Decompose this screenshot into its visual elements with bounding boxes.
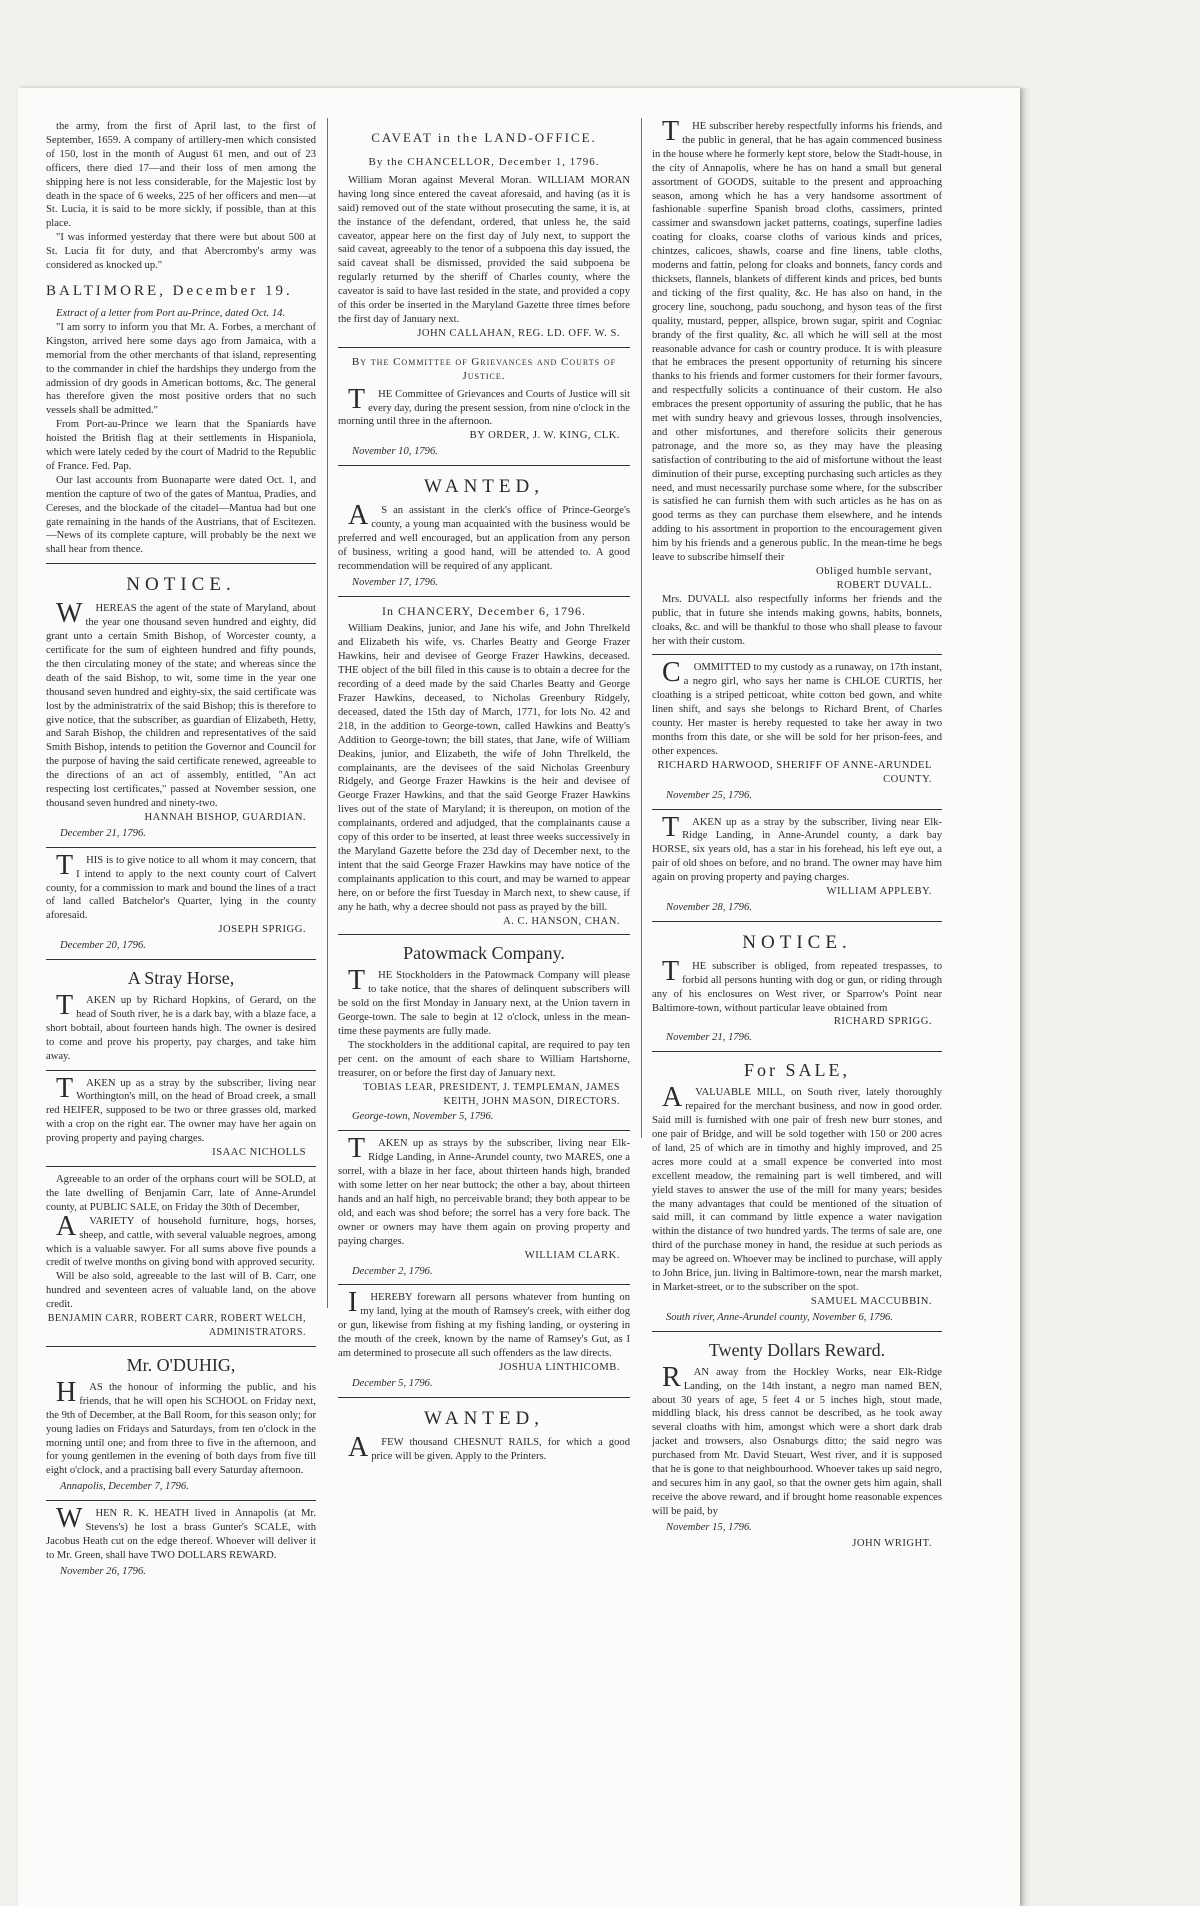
notice-2-signature: RICHARD SPRIGG. [833, 1016, 932, 1028]
potowmack-body-2: The stockholders in the additional capital, are required to pay ten per cent. on the amount of each share to William Hartshorne, treasurer, on or before the first day of January next. [338, 1039, 630, 1079]
sale-body: AVALUABLE MILL, on South river, lately thoroughly repaired for the merchant business, and now in good order. Said mill is furnished with one pair of fresh new burr stones, and one pair of Bridge, and will be sold together with 150 or 200 acres of land, 25 of which are in timothy and highly improved, and 25 acres more could at a small expence be converted into most excellent meadow, the remaining part is well timbered, and will yield staves to answer the use of the mill for many years; besides the many advantages that could be mentioned of the situation of said mill, it can command by little expence a water navigation within the distance of two hundred yards. The terms of sale are, one third of the purchase money in hand, the residue at such periods as may be agreed on. Whoever may be inclined to purchase, will apply to John Brice, jun. living in Baltimore-town, near the marsh market, in Market-street, or to the subscriber on the spot. [652, 1082, 942, 1293]
heath-ad-date: November 26, 1796. [60, 1565, 146, 1577]
section-divider [46, 563, 316, 564]
caveat-signature: JOHN CALLAHAN, REG. LD. OFF. W. S. [417, 327, 620, 339]
heath-ad-body: WHEN R. K. HEATH lived in Annapolis (at Mr. Stevens's) he lost a brass Gunter's SCALE, with Jacobus Heath cut on the edge thereof. Whoever will deliver it to Mr. Green, shall have TWO DOLLARS REWARD. [46, 1503, 316, 1561]
appleby-ad-body: TAKEN up as a stray by the subscriber, living near Elk-Ridge Landing, in Anne-Arundel county, a dark bay HORSE, six years old, has a star in his forehead, his left eye out, a pair of old shoes on before, and no brand. The owner may have him again on proving property and paying charges. [652, 811, 942, 884]
linthicomb-signature: JOSHUA LINTHICOMB. [499, 1361, 620, 1373]
carr-sale-body-2: Will be also sold, agreeable to the last will of B. Carr, one hundred and seventeen acres of valuable land, on the above credit. [46, 1271, 316, 1311]
oduhig-body: HAS the honour of informing the public, and his friends, that he will open his SCHOOL on Friday next, the 9th of December, at the Ball Room, for this season only; for young ladies on Fridays and Saturdays, from ten o'clock in the morning until one; and from three to five in the afternoon, and for young gentlemen in the evening of both days from five till eight o'clock, and a practising ball every Saturday afternoon. [46, 1376, 316, 1477]
wanted-heading: WANTED, [424, 476, 544, 498]
column-rule [327, 118, 328, 1308]
heifer-ad-signature: ISAAC NICHOLLS [212, 1147, 306, 1159]
grievances-date: November 10, 1796. [352, 446, 438, 458]
wanted-body: AS an assistant in the clerk's office of Prince-George's county, a young man acquainted with the business would be preferred and well encouraged, but an application from any person of business, writing a good hand, will be attended to. A good recommendation will be required of any applicant. [338, 500, 630, 572]
ad-divider [338, 934, 630, 935]
ad-divider [652, 1051, 942, 1052]
heifer-ad-body: TAKEN up as a stray by the subscriber, living near Worthington's mill, on the head of Broad creek, a small red HEIFER, supposed to be two or three grasses old, marked with a crop on the right ear. The owner may have her again on proving property and paying charges. [46, 1072, 316, 1145]
caveat-body: William Moran against Meveral Moran. WILLIAM MORAN having long since entered the caveat aforesaid, and having (as it is said) removed out of the state without prosecuting the same, it is, at the instance of the defendant, ordered, that unless he, the said caveator, appear here on the first day of July next, to support the said caveat, agreeably to the tenor of a subpoena this day issued, the said caveat shall be dismissed, provided the said subpoena be regularly returned by the sheriff of Charles county, where the caveator is said to have last resided in the state, and provided a copy of this order be inserted in the Maryland Gazette three times before the first day of January next. [338, 174, 630, 325]
column-rule [641, 118, 642, 1138]
appleby-ad-signature: WILLIAM APPLEBY. [826, 886, 932, 898]
dateline-heading: BALTIMORE, December 19. [46, 282, 293, 299]
ad-divider [338, 1397, 630, 1398]
potowmack-heading: Patowmack Company. [403, 943, 565, 964]
news-paragraph: "I am sorry to inform you that Mr. A. Forbes, a merchant of Kingston, arrived here some days ago from Jamaica, with a memorial from the other merchants of that island, representing to the commander in chief the hardships they undergo from the admission of dry goods in American bottoms, &c. The general has therefore given the most positive orders that no such vessels shall be admitted." [46, 321, 316, 417]
carr-sale-signature: BENJAMIN CARR, ROBERT CARR, ROBERT WELCH, ADMINISTRATORS. [47, 1313, 306, 1338]
ad-divider [46, 1166, 316, 1167]
chancery-heading: In CHANCERY, December 6, 1796. [381, 603, 587, 618]
ad-divider [652, 1331, 942, 1332]
sale-heading: For SALE, [743, 1060, 850, 1081]
news-quote: "I was informed yesterday that there were but about 500 at St. Lucia fit for duty, and that Abercromby's army was considered as knocked up." [46, 232, 316, 272]
ad-divider [338, 596, 630, 597]
potowmack-signature: TOBIAS LEAR, PRESIDENT, J. TEMPLEMAN, JAMES KEITH, JOHN MASON, DIRECTORS. [363, 1081, 620, 1107]
ad-divider [338, 465, 630, 466]
mares-ad-date: December 2, 1796. [352, 1265, 433, 1277]
mares-ad-signature: WILLIAM CLARK. [524, 1249, 620, 1261]
duvall-signature: ROBERT DUVALL. [836, 579, 932, 591]
news-paragraph: Our last accounts from Buonaparte were dated Oct. 1, and mention the capture of two of the gates of Mantua, Pradies, and Cereses, and the blockade of the citadel—Mantua had but one gate remaining in the hands of the Austrians, that of Escitezen.—News of its complete capture, will probably be the next we shall hear from thence. [46, 474, 316, 556]
potowmack-date: George-town, November 5, 1796. [352, 1111, 494, 1123]
ad-divider [652, 809, 942, 810]
news-continuation: the army, from the first of April last, to the first of September, 1659. A company of artillery-men which consisted of 150, lost in the month of August 61 men, and out of 23 officers, there died 17—and their loss of men among the shipping here is not less considerable, for the Majestic lost by death in the space of 6 weeks, 225 of her officers and men—at St. Lucia, it is said to be more sickly, if possible, than at this place. [46, 121, 316, 230]
reward-heading: Twenty Dollars Reward. [708, 1339, 886, 1360]
notice-2-date: November 21, 1796. [666, 1032, 752, 1044]
notice-date: December 21, 1796. [60, 827, 146, 839]
ad-divider [46, 1070, 316, 1071]
mares-ad-body: TAKEN up as strays by the subscriber, living near Elk-Ridge Landing, in Anne-Arundel county, two MARES, one a sorrel, with a blaze in her face, about thirteen hands high, branded with some letter on her near buttock; the other a bay, about thirteen hands and an half high, no perceivable brand; they both appear to be old, and each was shod before; the sorrel has a very fore back. The owner or owners may have them again on proving property and paying charges. [338, 1133, 630, 1247]
duvall-body: THE subscriber hereby respectfully informs his friends, and the public in general, that he has again commenced business in the house where he formerly kept store, below the Stadt-house, in the city of Annapolis, where he has on hand a small but general assortment of GOODS, suitable to the present and approaching season, among which he has a very handsome assortment of fashionable superfine Spanish broad cloths, cassimers, printed cassimer and swansdown jacket patterns, coatings, superfine ladies coating for cloaks, coarse cloths of various kinds and prices, chintzes, calicoes, shawls, coarse and fine linens, table cloths, moderns and fattin, pelong for cloaks and bonnets, fancy cords and thicksets, flannels, blankets of different kinds and prices, bed bunts and ticking of the first quality, &c. He has also on hand, in the grocery line, souchong, padu souchong, and hyson teas of the first quality, mustard, pepper, allspice, brown sugar, spirit and Cogniac brandy of the first quality, &c. all which he will sell at the most reasonable advance for cash or country produce. It is with pleasure that he embraces the present opportunity of returning his sincere thanks to his friends and former customers for their former favours, and respectfully solicits a continuance of their custom. He also embraces the present opportunity of assuring the public, that he has met with sundry heavy and grievous losses, through insolvencies, and other misfortunes, and therefore solicits their generous patronage, and the more so, as they may have the pleasing satisfaction of contributing to the aid of misfortune without the least diminution of their purse, excepting purchasing such articles as they need, and must necessarily purchase some where, for the subscriber is satisfied he can furnish them with such articles as he has on as good terms as they can purchase them elsewhere, and he intends adding to his assortment in proportion to the encouragement given him by his friends and a generous public. In the mean-time he begs leave to subscribe himself their [652, 116, 942, 564]
grievances-signature: BY ORDER, J. W. KING, CLK. [469, 430, 620, 442]
column-2 [338, 120, 630, 1464]
sprigg-ad-signature: JOSEPH SPRIGG. [218, 924, 306, 936]
reward-body: RAN away from the Hockley Works, near Elk-Ridge Landing, on the 14th instant, a negro man named BEN, about 30 years of age, 5 feet 4 or 5 inches high, stout made, middling black, his dress cannot be described, as he took away several cloaths with him, amongst which were a short dark drab jacket and trowsers, also Osnaburgs ditto; the said negro was purchased from Mr. David Steuart, West river, and it is supposed that he is gone to that neighbourhood. Whoever takes up said negro, and secures him in any gaol, so that the owner gets him again, shall receive the above reward, and if brought home reasonable expences will be paid, by [652, 1361, 942, 1517]
notice-heading: NOTICE. [126, 574, 236, 596]
notice-2-heading: NOTICE. [742, 931, 852, 953]
mrs-duvall-body: Mrs. DUVALL also respectfully informs her friends and the public, that in future she intends making gowns, habits, bonnets, cloaks, &c. and will be thankful to those who shall please to favour her with their custom. [652, 593, 942, 647]
sprigg-ad-date: December 20, 1796. [60, 940, 146, 952]
sale-signature: SAMUEL MACCUBBIN. [810, 1295, 932, 1307]
caveat-heading: CAVEAT in the LAND-OFFICE. [371, 130, 597, 145]
stray-horse-heading: A Stray Horse, [127, 968, 235, 989]
sprigg-ad-body: THIS is to give notice to all whom it may concern, that I intend to apply to the next county court of Calvert county, for a commission to mark and bound the lines of a tract of land called Batchelor's Quarter, lying in the county aforesaid. [46, 849, 316, 922]
ad-divider [338, 347, 630, 348]
ad-divider [338, 1284, 630, 1285]
reward-date: November 15, 1796. [666, 1521, 752, 1533]
chancery-signature: A. C. HANSON, CHAN. [503, 915, 620, 927]
duvall-closing: Obliged humble servant, [816, 566, 932, 577]
curtis-ad-signature: RICHARD HARWOOD, SHERIFF OF ANNE-ARUNDEL COUNTY. [657, 759, 932, 785]
notice-body: WHEREAS the agent of the state of Maryland, about the year one thousand seven hundred and eighty, did grant unto a certain Smith Bishop, of Worcester county, a certificate for the sum of eighteen hundred and fifty pounds, the then circulating money of the state; and whereas since the death of the said Bishop, to wit, some time in the year one thousand seven hundred and eighty-six, the said certificate was lost by the administratrix of the said Bishop; this is therefore to give notice, that the subscriber, as guardian of Elizabeth, Hetty, and Sarah Bishop, the children and representatives of the said Smith Bishop, intends to petition the Governor and Council for the purpose of having the said certificate renewed, agreeable to the directions of an act of assembly, entitled, "An act respecting lost certificates," passed at November session, one thousand seven hundred and ninety-two. [46, 598, 316, 809]
ad-divider [338, 1130, 630, 1131]
dateline-subheading: Extract of a letter from Port au-Prince, dated Oct. 14. [56, 307, 286, 319]
wanted-date: November 17, 1796. [352, 576, 438, 588]
ad-divider [46, 1500, 316, 1501]
page-edge-shadow [1020, 88, 1030, 1906]
column-3 [652, 116, 942, 1550]
linthicomb-date: December 5, 1796. [352, 1377, 433, 1389]
caveat-subheading: By the CHANCELLOR, December 1, 1796. [368, 156, 600, 168]
newspaper-page [18, 88, 1020, 1906]
oduhig-date: Annapolis, December 7, 1796. [60, 1481, 189, 1493]
chancery-body: William Deakins, junior, and Jane his wife, and John Threlkeld and Elizabeth his wife, vs. Charles Beatty and George Frazer Hawkins, heir and devisee of George Frazer Hawkins, deceased. THE object of the bill filed in this cause is to obtain a decree for the recording of a deed made by the said Charles Beatty and George Frazer Hawkins, deceased, to Nicholas Greenbury Ridgely, deceased, dated the 15th day of March, 1771, for lots No. 42 and 218, in the addition to George-town, called Hawkins and Beatty's Addition to George-town; the bill states, that Jane, wife of William Deakins, junior, and Elizabeth, the wife of John Threlkeld, the complainants, are the devisees of the said Nicholas Greenbury Ridgely, and George Frazer Hawkins is the heir and devisee of George Frazer Hawkins, and that the said George Frazer Hawkins lives out of the state of Maryland; it is thereupon, on motion of the complainants, ordered and adjudged, that the complainants cause a copy of this order to be inserted, at least three weeks successively in the Maryland Gazette before the 23d day of December next, to the intent that the said George Frazer Hawkins may have notice of the complainants application to this court, and may be warned to appear here, on or before the first Tuesday in March next, to shew cause, if any he hath, why a decree should not pass as prayed by the bill. [338, 623, 630, 913]
curtis-ad-date: November 25, 1796. [666, 789, 752, 801]
oduhig-heading: Mr. O'DUHIG, [126, 1354, 236, 1375]
stray-horse-body: TAKEN up by Richard Hopkins, of Gerard, on the head of South river, he is a dark bay, with a blaze face, a short bobtail, about fourteen hands high. The owner is desired to come and prove his property, pay charges, and take him away. [46, 990, 316, 1062]
carr-sale-body: AVARIETY of household furniture, hogs, horses, sheep, and cattle, with several valuable negroes, among which is a valuable sawyer. For all sums above five pounds a credit of twelve months on giving bond with approved security. [46, 1210, 316, 1269]
carr-sale-intro: Agreeable to an order of the orphans court will be SOLD, at the late dwelling of Benjamin Carr, late of Anne-Arundel county, at PUBLIC SALE, on Friday the 30th of December, [46, 1174, 316, 1213]
potowmack-body: THE Stockholders in the Patowmack Company will please to take notice, that the shares of delinquent subscribers will be sold on the first Monday in January next, at the Union tavern in George-town. The sale to begin at 12 o'clock, unless in the mean-time these payments are fully made. [338, 965, 630, 1038]
grievances-heading: By the Committee of Grievances and Courts of Justice. [351, 355, 617, 382]
ad-divider [46, 847, 316, 848]
reward-signature: JOHN WRIGHT. [852, 1537, 932, 1549]
linthicomb-body: IHEREBY forewarn all persons whatever from hunting on my land, lying at the mouth of Ramsey's creek, with either dog or gun, likewise from fishing at my fishing landing, or oystering in the mouth of the creek, known by the name of Ramsey's Gut, as I am determined to prosecute all such offenders as the law directs. [338, 1287, 630, 1360]
curtis-ad-body: COMMITTED to my custody as a runaway, on 17th instant, a negro girl, who says her name is CHLOE CURTIS, her cloathing is a striped petticoat, white cotton bed gown, and white linen shift, and says she belongs to Richard Brent, of Charles county. Her master is hereby requested to take her away in two months from this date, or she will be sold for her prison-fees, and other expences. [652, 657, 942, 757]
grievances-body: THE Committee of Grievances and Courts of Justice will sit every day, during the present session, from nine o'clock in the morning until three in the afternoon. [338, 383, 630, 428]
ad-divider [652, 654, 942, 655]
ad-divider [46, 1346, 316, 1347]
rails-body: AFEW thousand CHESNUT RAILS, for which a good price will be given. Apply to the Printers. [348, 1431, 630, 1463]
rails-heading: WANTED, [424, 1407, 544, 1429]
notice-2-body: THE subscriber is obliged, from repeated trespasses, to forbid all persons hunting with dog or gun, or riding through any of his enclosures on West river, or Sparrow's Point near Baltimore-town, without particular leave obtained from [652, 955, 942, 1014]
sale-date: South river, Anne-Arundel county, November 6, 1796. [666, 1311, 893, 1323]
ad-divider [652, 921, 942, 922]
news-paragraph: From Port-au-Prince we learn that the Spaniards have hoisted the British flag at their settlements in Hispaniola, which were lately ceded by the court of Madrid to the Republic of France. Fed. Pap. [46, 419, 316, 472]
ad-divider [46, 959, 316, 960]
appleby-ad-date: November 28, 1796. [666, 901, 752, 913]
notice-signature: HANNAH BISHOP, GUARDIAN. [144, 811, 306, 823]
column-1 [46, 120, 316, 1581]
